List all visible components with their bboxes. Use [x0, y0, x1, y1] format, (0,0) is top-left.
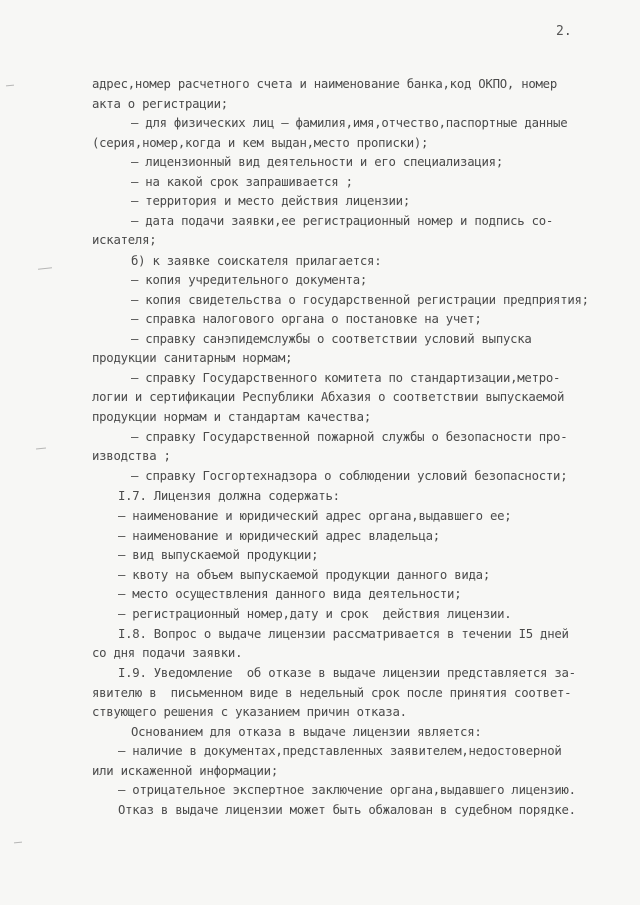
text-line: акта о регистрации; — [92, 97, 228, 111]
text-line: – для физических лиц – фамилия,имя,отчество,паспортные данные — [131, 116, 568, 130]
text-line: искателя; — [92, 233, 157, 247]
page-number: 2. — [556, 24, 572, 39]
text-line: – справка налогового органа о постановке на учет; — [131, 312, 482, 326]
text-line: – наименование и юридический адрес органа,выдавшего ее; — [118, 509, 512, 523]
text-line: – место осуществления данного вида деятельности; — [118, 587, 462, 601]
text-line: – вид выпускаемой продукции; — [118, 548, 319, 562]
text-line: – справку Государственной пожарной службы о безопасности про- — [131, 430, 568, 444]
text-line: – справку Госгортехнадзора о соблюдении условий безопасности; — [131, 469, 568, 483]
scan-mark — [36, 447, 46, 449]
text-line: продукции нормам и стандартам качества; — [92, 410, 371, 424]
text-line: – дата подачи заявки,ее регистрационный номер и подпись со- — [131, 214, 554, 228]
text-line: со дня подачи заявки. — [92, 646, 243, 660]
scan-mark — [14, 842, 22, 844]
text-line: Отказ в выдаче лицензии может быть обжалован в судебном порядке. — [118, 803, 576, 817]
text-line: – наименование и юридический адрес владельца; — [118, 529, 440, 543]
text-line: – наличие в документах,представленных заявителем,недостоверной — [118, 744, 562, 758]
text-line: I.7. Лицензия должна содержать: — [118, 489, 340, 503]
text-line: – регистрационный номер,дату и срок действия лицензии. — [118, 607, 512, 621]
scan-mark — [6, 85, 14, 87]
text-line: адрес,номер расчетного счета и наименование банка,код ОКПО, номер — [92, 77, 557, 91]
text-line: ствующего решения с указанием причин отказа. — [92, 705, 407, 719]
text-line: изводства ; — [92, 449, 171, 463]
text-line: или искаженной информации; — [92, 764, 278, 778]
text-line: – копия учредительного документа; — [131, 273, 368, 287]
text-line: (серия,номер,когда и кем выдан,место прописки); — [92, 136, 429, 150]
text-line: – лицензионный вид деятельности и его специализация; — [131, 155, 503, 169]
text-line: – на какой срок запрашивается ; — [131, 175, 353, 189]
text-line: Основанием для отказа в выдаче лицензии является: — [131, 725, 482, 739]
text-line: I.8. Вопрос о выдаче лицензии рассматривается в течении I5 дней — [118, 627, 569, 641]
scan-mark — [38, 267, 52, 269]
text-line: явителю в письменном виде в недельный срок после принятия соответ- — [92, 686, 572, 700]
text-line: – справку Государственного комитета по стандартизации,метро- — [131, 371, 561, 385]
text-line: – копия свидетельства о государственной регистрации предприятия; — [131, 293, 589, 307]
text-line: логии и сертификации Республики Абхазия о соответствии выпускаемой — [92, 390, 565, 404]
text-line: – справку санэпидемслужбы о соответствии условий выпуска — [131, 332, 532, 346]
text-line: – отрицательное экспертное заключение органа,выдавшего лицензию. — [118, 783, 576, 797]
text-line: I.9. Уведомление об отказе в выдаче лицензии представляется за- — [118, 666, 576, 680]
text-line: – территория и место действия лицензии; — [131, 194, 410, 208]
text-line: продукции санитарным нормам; — [92, 351, 293, 365]
text-line: – квоту на объем выпускаемой продукции данного вида; — [118, 568, 490, 582]
text-line: б) к заявке соискателя прилагается: — [131, 254, 382, 268]
